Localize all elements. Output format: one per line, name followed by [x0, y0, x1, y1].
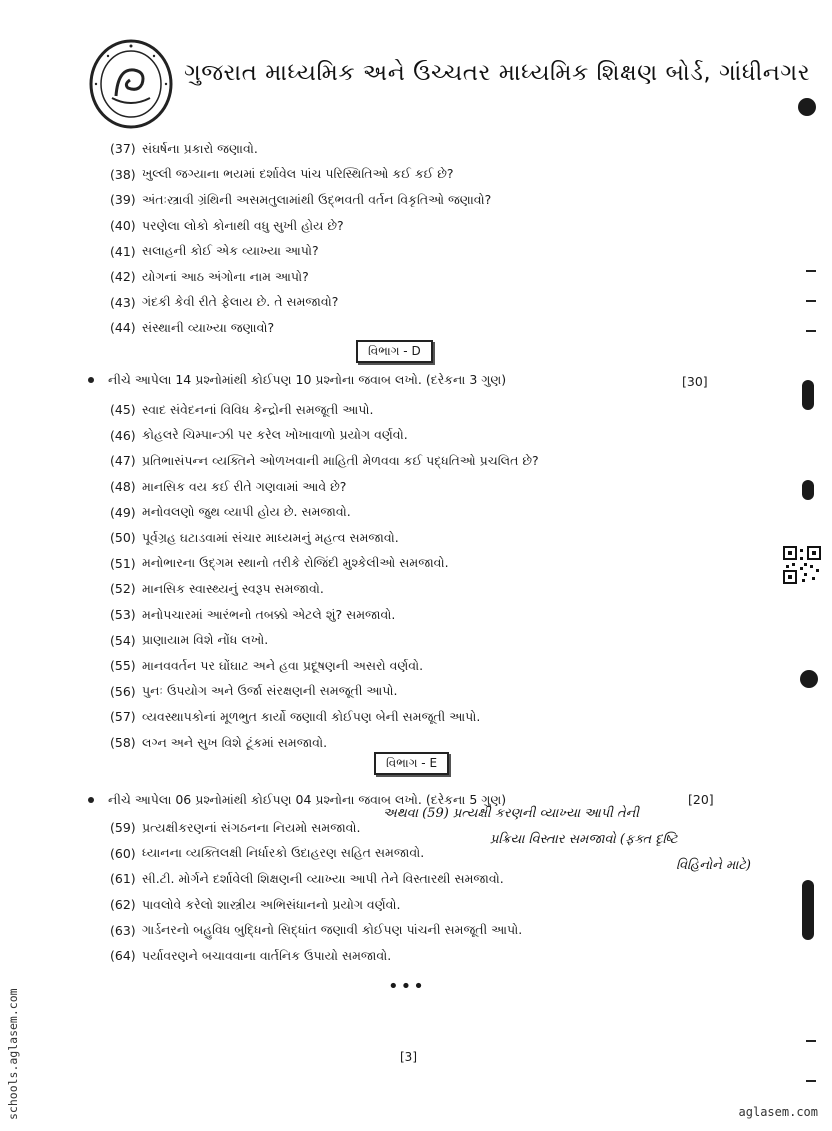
question-number: (55): [110, 658, 136, 674]
end-dots: •••: [388, 976, 426, 997]
question-42: [110, 264, 491, 290]
question-38: [110, 162, 491, 188]
question-60: [110, 841, 522, 867]
question-text: સ્વાદ સંવેદનનાં વિવિધ કેન્દ્રોની સમજૂતી આપો.: [142, 401, 374, 417]
question-text: પૂર્વગ્રહ ઘટાડવામાં સંચાર માધ્યમનું મહત્વ સમજાવો.: [142, 529, 399, 545]
question-56: [110, 679, 539, 705]
question-number: (61): [110, 871, 136, 887]
handwritten-note-line-2: પ્રક્રિયા વિસ્તાર સમજાવો (ફક્ત દૃષ્ટિ: [490, 832, 678, 847]
question-text: માનવવર્તન પર ઘોંઘાટ અને હવા પ્રદૂષણની અસરો વર્ણવો.: [142, 657, 424, 673]
edge-dot-icon: [800, 670, 818, 688]
instruction-text: નીચે આપેલા 14 પ્રશ્નોમાંથી કોઈપણ 10 પ્રશ્નોના જવાબ લખો. (દરેકના 3 ગુણ): [108, 372, 507, 387]
edge-dot-icon: [798, 98, 816, 116]
edge-tick-icon: [806, 1080, 816, 1082]
question-53: [110, 602, 539, 628]
question-40: [110, 213, 491, 239]
question-41: [110, 238, 491, 264]
question-number: (53): [110, 607, 136, 623]
question-text: પ્રતિભાસંપન્ન વ્યક્તિને ઓળખવાની માહિતી મેળવવા કઈ પદ્ધતિઓ પ્રચલિત છે?: [142, 452, 539, 468]
question-text: લગ્ન અને સુખ વિશે ટૂંકમાં સમજાવો.: [142, 734, 328, 750]
question-43: [110, 290, 491, 316]
question-number: (42): [110, 269, 136, 285]
question-text: માનસિક સ્વાસ્થ્યનું સ્વરૂપ સમજાવો.: [142, 580, 324, 596]
question-58: [110, 730, 539, 756]
question-number: (60): [110, 845, 136, 861]
question-text: માનસિક વય કઈ રીતે ગણવામાં આવે છે?: [142, 478, 347, 494]
edge-tick-icon: [806, 300, 816, 302]
question-number: (64): [110, 948, 136, 964]
question-text: પુનઃ ઉપયોગ અને ઉર્જા સંરક્ષણની સમજૂતી આપો.: [142, 683, 398, 699]
question-text: કોહલરે ચિમ્પાન્ઝી પર કરેલ ખોખાવાળો પ્રયોગ વર્ણવો.: [142, 427, 408, 443]
question-text: ખુલ્લી જગ્યાના ભયમાં દર્શાવેલ પાંચ પરિસ્થિતિઓ કઈ કઈ છે?: [142, 166, 454, 182]
question-number: (40): [110, 218, 136, 234]
question-61: [110, 866, 522, 892]
edge-tick-icon: [806, 330, 816, 332]
question-number: (50): [110, 530, 136, 546]
question-text: પર્યાવરણને બચાવવાના વાર્તનિક ઉપાયો સમજાવો.: [142, 947, 392, 963]
page-header: [88, 38, 811, 138]
handwritten-note-line-1: અથવા (59) પ્રત્યક્ષી કરણની વ્યાખ્યા આપી તેની: [383, 806, 640, 821]
question-63: [110, 917, 522, 943]
question-number: (37): [110, 141, 136, 157]
question-number: (58): [110, 735, 136, 751]
question-text: વ્યવસ્થાપકોનાં મૂળભુત કાર્યો જણાવી કોઈપણ બેની સમજૂતી આપો.: [142, 708, 481, 724]
question-text: મનોપચારમાં આરંભનો તબક્કો એટલે શું? સમજાવો.: [142, 606, 396, 622]
question-number: (54): [110, 632, 136, 648]
question-62: [110, 892, 522, 918]
question-47: [110, 448, 539, 474]
question-text: ગંદકી કેવી રીતે ફેલાય છે. તે સમજાવો?: [142, 294, 339, 310]
edge-mark-icon: [802, 480, 814, 500]
question-48: [110, 474, 539, 500]
question-text: પ્રાણાયામ વિશે નોંધ લખો.: [142, 632, 269, 648]
question-52: [110, 576, 539, 602]
question-number: (44): [110, 320, 136, 336]
question-text: અંતઃસ્ત્રાવી ગ્રંથિની અસમતુલામાંથી ઉદ્‌ભવતી વર્તન વિકૃતિઓ જણાવો?: [142, 191, 492, 207]
handwritten-note-line-3: વિહિનોને માટે): [676, 858, 751, 873]
question-39: [110, 187, 491, 213]
page-number: [3]: [400, 1050, 417, 1064]
question-text: સલાહની કોઈ એક વ્યાખ્યા આપો?: [142, 243, 319, 259]
watermark-left: schools.aglasem.com: [6, 988, 20, 1120]
question-text: મનોભારના ઉદ્‌ગમ સ્થાનો તરીકે રોજિંદી મુશ્કેલીઓ સમજાવો.: [142, 555, 449, 571]
question-text: સી.ટી. મોર્ગને દર્શાવેલી શિક્ષણની વ્યાખ્યા આપી તેને વિસ્તારથી સમજાવો.: [142, 870, 504, 886]
question-number: (39): [110, 192, 136, 208]
question-number: (49): [110, 504, 136, 520]
edge-mark-icon: [802, 880, 814, 940]
question-text: યોગનાં આઠ અંગોના નામ આપો?: [142, 268, 309, 284]
qr-code-icon: [782, 545, 822, 585]
question-text: પ્રત્યક્ષીકરણનાં સંગઠનના નિયમો સમજાવો.: [142, 819, 361, 835]
question-44: [110, 315, 491, 341]
question-number: (52): [110, 581, 136, 597]
board-title: ગુજરાત માધ્યમિક અને ઉચ્ચતર માધ્યમિક શિક્ષણ બોર્ડ, ગાંધીનગર: [184, 60, 811, 86]
section-d-instruction: [88, 372, 506, 388]
question-text: સંઘર્ષના પ્રકારો જણાવો.: [142, 140, 258, 156]
question-number: (41): [110, 243, 136, 259]
question-number: (57): [110, 709, 136, 725]
edge-tick-icon: [806, 1040, 816, 1042]
question-54: [110, 627, 539, 653]
section-e-heading: વિભાગ - E: [374, 752, 449, 775]
question-37: [110, 136, 491, 162]
question-list-section-d: [110, 397, 539, 755]
instruction-text: નીચે આપેલા 06 પ્રશ્નોમાંથી કોઈપણ 04 પ્રશ્નોના જવાબ લખો. (દરેકના 5 ગુણ): [108, 792, 507, 807]
edge-mark-icon: [802, 380, 814, 410]
section-e-marks: [20]: [688, 792, 714, 807]
question-text: ગાર્ડનરનો બહુવિધ બુદ્ધિનો સિદ્ધાંત જણાવી કોઈપણ પાંચની સમજૂતી આપો.: [142, 922, 523, 938]
question-number: (47): [110, 453, 136, 469]
question-number: (43): [110, 294, 136, 310]
question-text: સંસ્થાની વ્યાખ્યા જણાવો?: [142, 319, 275, 335]
edge-tick-icon: [806, 270, 816, 272]
question-number: (38): [110, 166, 136, 182]
board-seal-icon: [88, 38, 174, 130]
question-50: [110, 525, 539, 551]
question-45: [110, 397, 539, 423]
watermark-right: aglasem.com: [738, 1105, 818, 1119]
question-list-section-e: [110, 815, 522, 969]
bullet-icon: [88, 797, 94, 803]
question-list-part-c: [110, 136, 491, 341]
question-number: (62): [110, 897, 136, 913]
bullet-icon: [88, 377, 94, 383]
question-number: (48): [110, 479, 136, 495]
question-55: [110, 653, 539, 679]
question-text: પાવલોવે કરેલો શાસ્ત્રીય અભિસંધાનનો પ્રયોગ વર્ણવો.: [142, 896, 401, 912]
question-64: [110, 943, 522, 969]
question-text: મનોવલણો જુથ વ્યાપી હોય છે. સમજાવો.: [142, 504, 351, 520]
question-number: (59): [110, 820, 136, 836]
question-51: [110, 551, 539, 577]
section-d-marks: [30]: [682, 374, 708, 389]
section-d-heading: વિભાગ - D: [356, 340, 433, 363]
question-number: (63): [110, 922, 136, 938]
question-49: [110, 499, 539, 525]
question-number: (56): [110, 683, 136, 699]
question-text: ધ્યાનના વ્યક્તિલક્ષી નિર્ધારકો ઉદાહરણ સહિત સમજાવો.: [142, 845, 425, 861]
question-text: પરણેલા લોકો કોનાથી વધુ સુખી હોય છે?: [142, 217, 344, 233]
question-number: (46): [110, 427, 136, 443]
question-number: (45): [110, 402, 136, 418]
question-46: [110, 423, 539, 449]
question-57: [110, 704, 539, 730]
question-number: (51): [110, 555, 136, 571]
